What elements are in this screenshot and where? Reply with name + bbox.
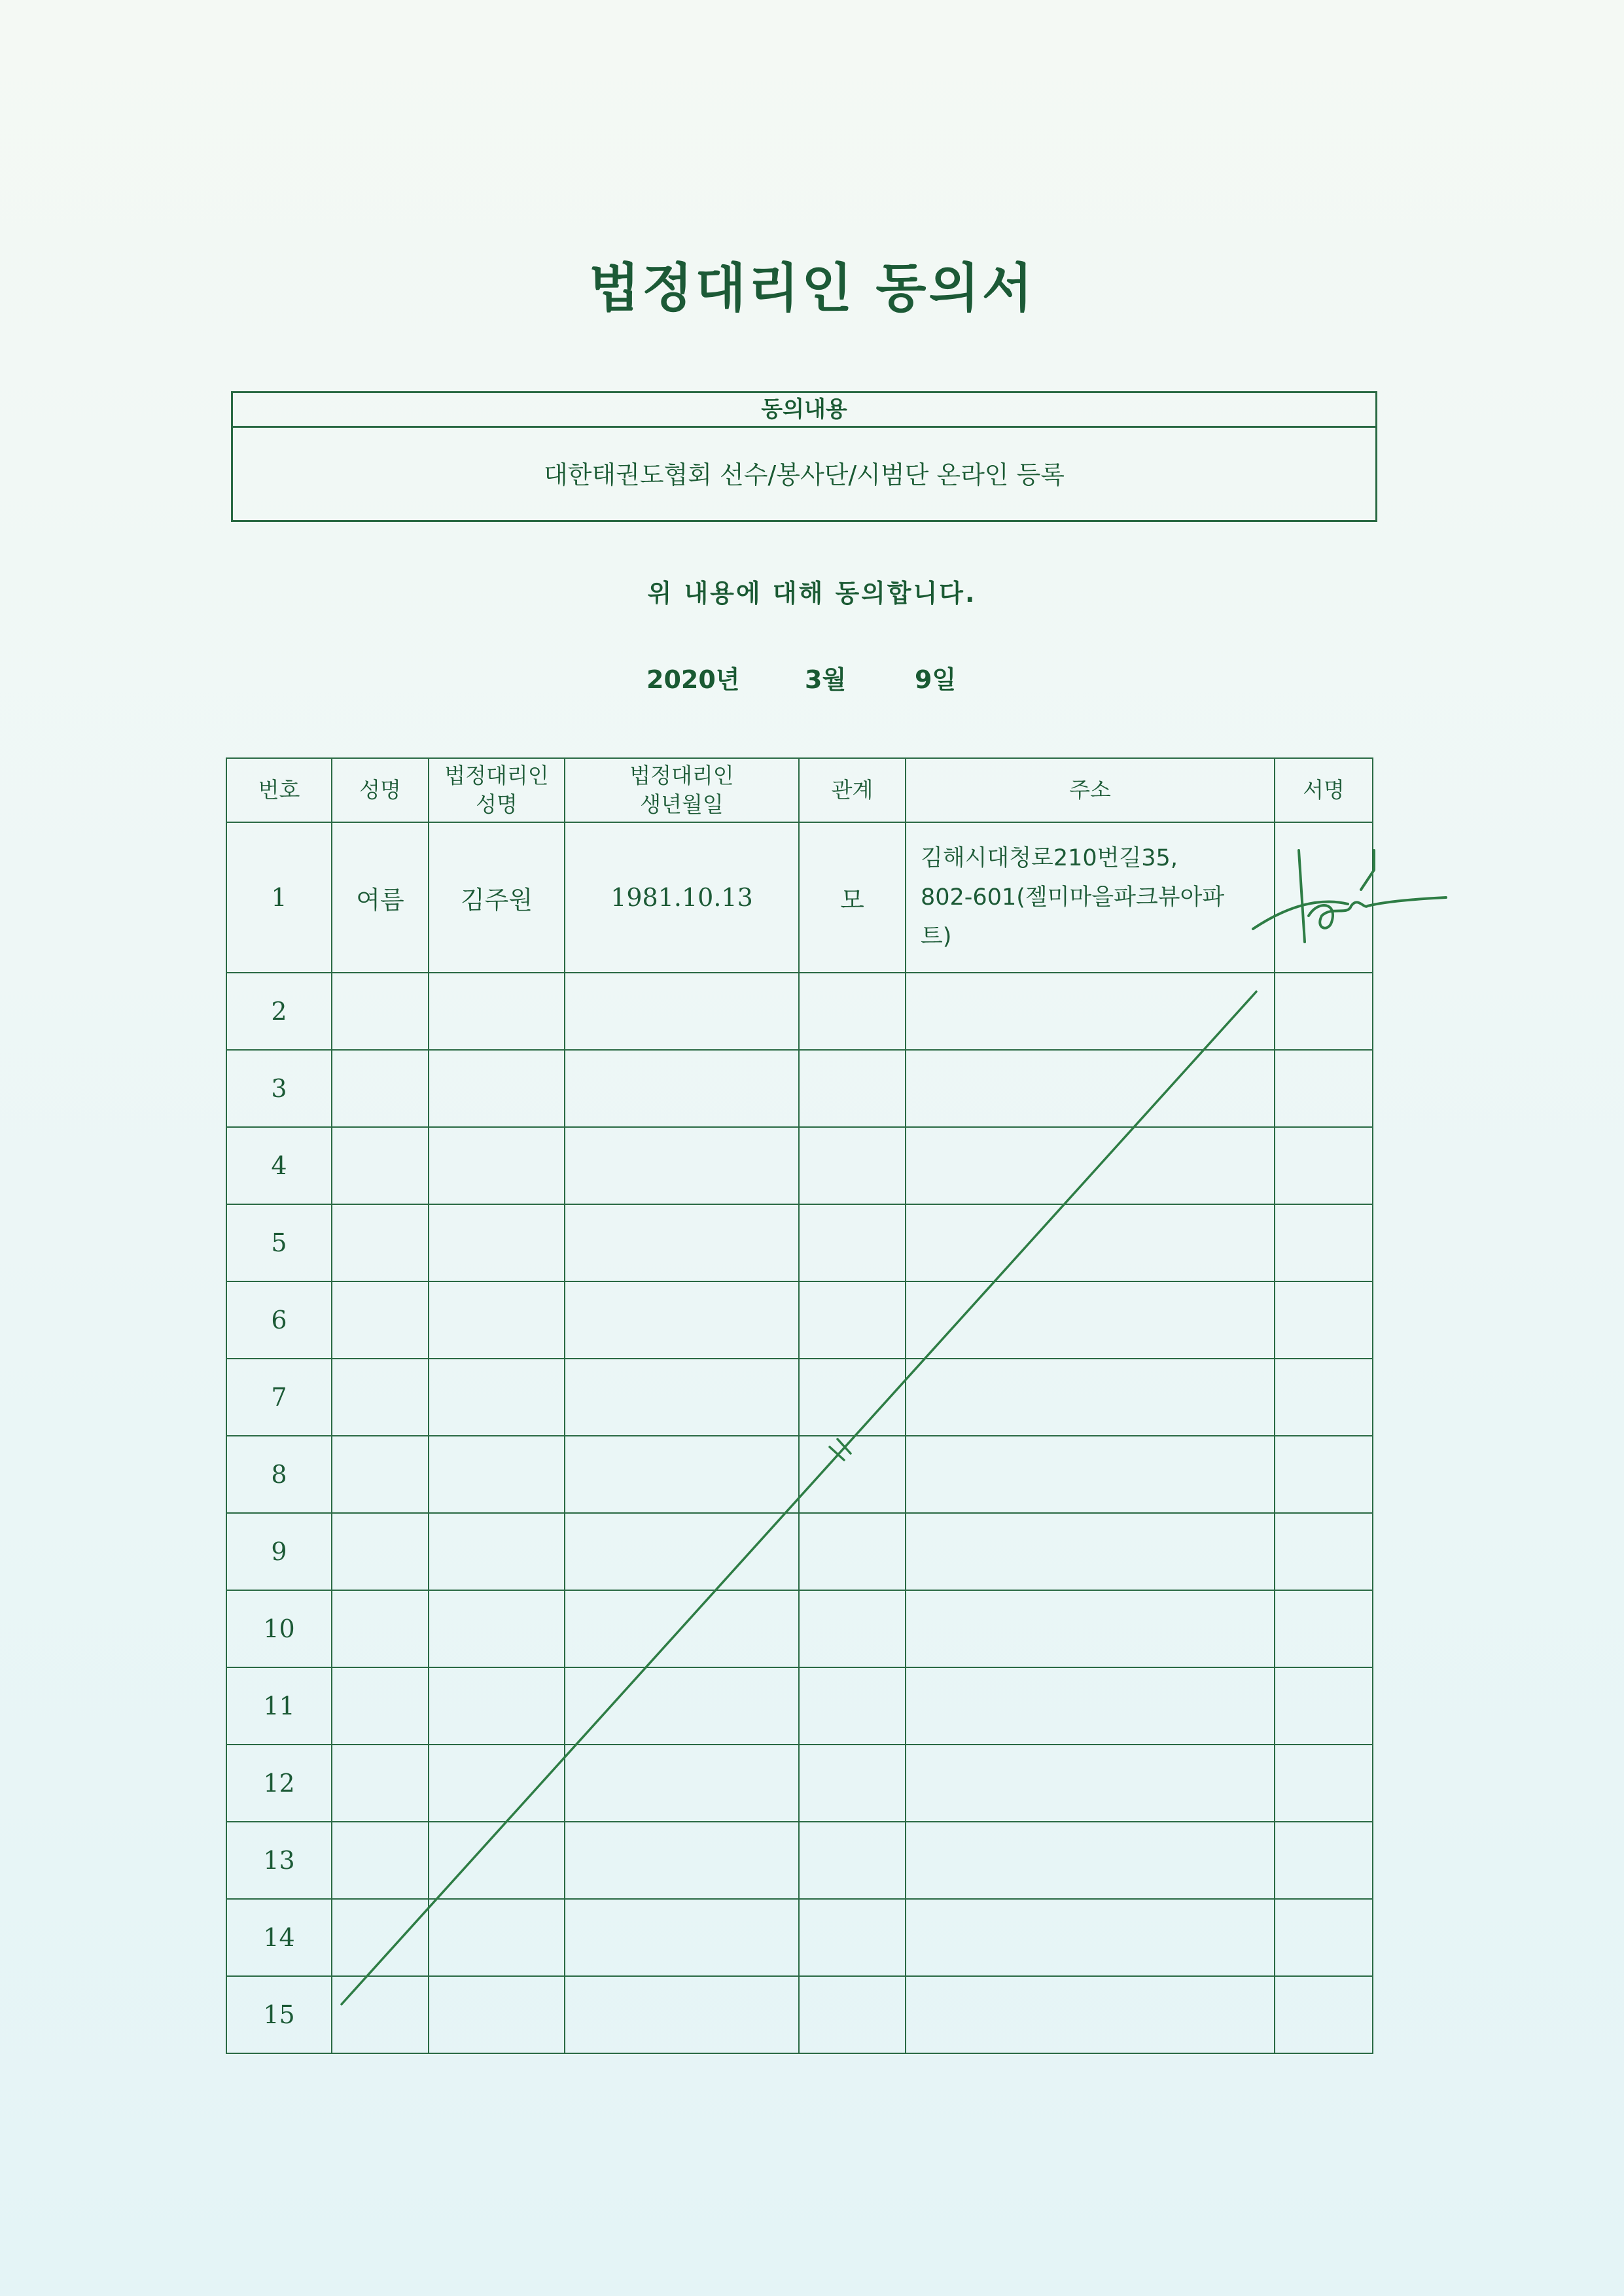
cell-guardian-name xyxy=(429,1976,565,2053)
cell-guardian-birth xyxy=(565,1436,799,1513)
cell-relation xyxy=(799,1899,906,1976)
header-name: 성명 xyxy=(332,758,429,822)
cell-guardian-name xyxy=(429,1050,565,1127)
cell-relation xyxy=(799,1590,906,1667)
cell-no: 7 xyxy=(226,1359,332,1436)
table-row xyxy=(226,1436,1373,1513)
cell-guardian-birth xyxy=(565,1745,799,1822)
table-row xyxy=(226,1899,1373,1976)
agree-statement: 위 내용에 대해 동의합니다. xyxy=(647,579,977,608)
cell-relation: 모 xyxy=(799,822,906,973)
cell-no: 8 xyxy=(226,1436,332,1513)
cell-relation xyxy=(799,1436,906,1513)
date-year: 2020년 xyxy=(646,665,740,694)
cell-relation xyxy=(799,1204,906,1281)
cell-name xyxy=(332,1667,429,1745)
cell-guardian-name xyxy=(429,1590,565,1667)
cell-relation xyxy=(799,1359,906,1436)
cell-relation xyxy=(799,1281,906,1359)
cell-no: 15 xyxy=(226,1976,332,2053)
cell-no: 11 xyxy=(226,1667,332,1745)
cell-signature xyxy=(1275,1359,1373,1436)
cell-no: 3 xyxy=(226,1050,332,1127)
cell-address xyxy=(906,1436,1275,1513)
cell-no: 14 xyxy=(226,1899,332,1976)
cell-relation xyxy=(799,1513,906,1590)
cell-name xyxy=(332,1976,429,2053)
cell-signature xyxy=(1275,1899,1373,1976)
cell-name xyxy=(332,1436,429,1513)
cell-relation xyxy=(799,1127,906,1204)
cell-guardian-name xyxy=(429,1436,565,1513)
cell-guardian-name xyxy=(429,1127,565,1204)
cell-guardian-birth xyxy=(565,1281,799,1359)
cell-address xyxy=(906,1127,1275,1204)
table-row xyxy=(226,1976,1373,2053)
cell-address xyxy=(906,1899,1275,1976)
consent-content: 대한태권도협회 선수/봉사단/시범단 온라인 등록 xyxy=(543,461,1065,489)
cell-guardian-name xyxy=(429,1667,565,1745)
date-month: 3월 xyxy=(805,665,847,694)
cell-guardian-name xyxy=(429,1822,565,1899)
cell-name xyxy=(332,1590,429,1667)
cell-name xyxy=(332,1513,429,1590)
cell-address xyxy=(906,1050,1275,1127)
cell-address xyxy=(906,1513,1275,1590)
cell-name xyxy=(332,1204,429,1281)
cell-guardian-birth xyxy=(565,1590,799,1667)
cell-guardian-birth xyxy=(565,1204,799,1281)
cell-name xyxy=(332,1745,429,1822)
cell-guardian-birth xyxy=(565,1359,799,1436)
page-title: 법정대리인 동의서 xyxy=(588,257,1036,319)
table-row xyxy=(226,1204,1373,1281)
table-row xyxy=(226,822,1373,973)
cell-signature xyxy=(1275,1513,1373,1590)
cell-no: 2 xyxy=(226,973,332,1050)
cell-guardian-birth xyxy=(565,1127,799,1204)
cell-no: 1 xyxy=(226,822,332,973)
cell-address xyxy=(906,973,1275,1050)
cell-name xyxy=(332,1359,429,1436)
table-row xyxy=(226,1513,1373,1590)
table-row xyxy=(226,1359,1373,1436)
cell-name xyxy=(332,1050,429,1127)
cell-guardian-birth xyxy=(565,1050,799,1127)
cell-guardian-birth xyxy=(565,1899,799,1976)
cell-signature xyxy=(1275,1745,1373,1822)
cell-name xyxy=(332,1822,429,1899)
cell-signature xyxy=(1275,1050,1373,1127)
cell-guardian-birth xyxy=(565,1667,799,1745)
cell-signature xyxy=(1275,1127,1373,1204)
table-body xyxy=(226,822,1373,2053)
cell-no: 12 xyxy=(226,1745,332,1822)
cell-name xyxy=(332,1281,429,1359)
cell-name xyxy=(332,1899,429,1976)
cell-name: 여름 xyxy=(332,822,429,973)
cell-relation xyxy=(799,973,906,1050)
cell-address xyxy=(906,1667,1275,1745)
cell-guardian-name xyxy=(429,1899,565,1976)
cell-guardian-name xyxy=(429,1281,565,1359)
date-day: 9일 xyxy=(915,665,957,694)
guardian-roster-table xyxy=(226,757,1373,2054)
cell-no: 6 xyxy=(226,1281,332,1359)
cell-guardian-name xyxy=(429,1745,565,1822)
cell-guardian-name xyxy=(429,973,565,1050)
consent-header: 동의내용 xyxy=(233,393,1375,428)
header-guardian-name-label: 법정대리인 성명 xyxy=(444,763,549,817)
cell-address xyxy=(906,1359,1275,1436)
cell-signature xyxy=(1275,1281,1373,1359)
cell-signature xyxy=(1275,1590,1373,1667)
table-row xyxy=(226,1050,1373,1127)
cell-address xyxy=(906,1822,1275,1899)
header-address: 주소 xyxy=(906,758,1275,822)
cell-relation xyxy=(799,1050,906,1127)
cell-relation xyxy=(799,1976,906,2053)
cell-guardian-name xyxy=(429,1359,565,1436)
table-row xyxy=(226,1127,1373,1204)
cell-signature xyxy=(1275,1667,1373,1745)
cell-guardian-birth: 1981.10.13 xyxy=(565,822,799,973)
table-row xyxy=(226,1281,1373,1359)
table-row xyxy=(226,1822,1373,1899)
cell-address xyxy=(906,1976,1275,2053)
cell-signature xyxy=(1275,1822,1373,1899)
cell-guardian-birth xyxy=(565,1822,799,1899)
cell-address: 김해시대청로210번길35, 802-601(젤미마을파크뷰아파 트) xyxy=(906,822,1275,973)
cell-no: 9 xyxy=(226,1513,332,1590)
table-row xyxy=(226,973,1373,1050)
cell-no: 5 xyxy=(226,1204,332,1281)
cell-guardian-birth xyxy=(565,1976,799,2053)
cell-relation xyxy=(799,1745,906,1822)
cell-signature xyxy=(1275,1436,1373,1513)
cell-relation xyxy=(799,1667,906,1745)
cell-guardian-birth xyxy=(565,973,799,1050)
cell-address xyxy=(906,1281,1275,1359)
cell-signature xyxy=(1275,822,1373,973)
cell-guardian-birth xyxy=(565,1513,799,1590)
cell-signature xyxy=(1275,1204,1373,1281)
cell-no: 4 xyxy=(226,1127,332,1204)
cell-signature xyxy=(1275,973,1373,1050)
cell-address xyxy=(906,1204,1275,1281)
table-row xyxy=(226,1667,1373,1745)
header-guardian-birth-label: 법정대리인 생년월일 xyxy=(629,763,734,817)
table-header-row xyxy=(226,758,1373,822)
header-guardian-birth xyxy=(565,758,799,822)
table-row xyxy=(226,1745,1373,1822)
cell-guardian-name xyxy=(429,1204,565,1281)
table-row xyxy=(226,1590,1373,1667)
cell-no: 10 xyxy=(226,1590,332,1667)
consent-box xyxy=(231,391,1377,522)
cell-address xyxy=(906,1590,1275,1667)
cell-no: 13 xyxy=(226,1822,332,1899)
cell-relation xyxy=(799,1822,906,1899)
cell-signature xyxy=(1275,1976,1373,2053)
cell-name xyxy=(332,973,429,1050)
header-guardian-name xyxy=(429,758,565,822)
cell-guardian-name xyxy=(429,1513,565,1590)
header-relation: 관계 xyxy=(799,758,906,822)
header-no: 번호 xyxy=(226,758,332,822)
header-signature: 서명 xyxy=(1275,758,1373,822)
cell-guardian-name: 김주원 xyxy=(429,822,565,973)
cell-name xyxy=(332,1127,429,1204)
cell-address xyxy=(906,1745,1275,1822)
